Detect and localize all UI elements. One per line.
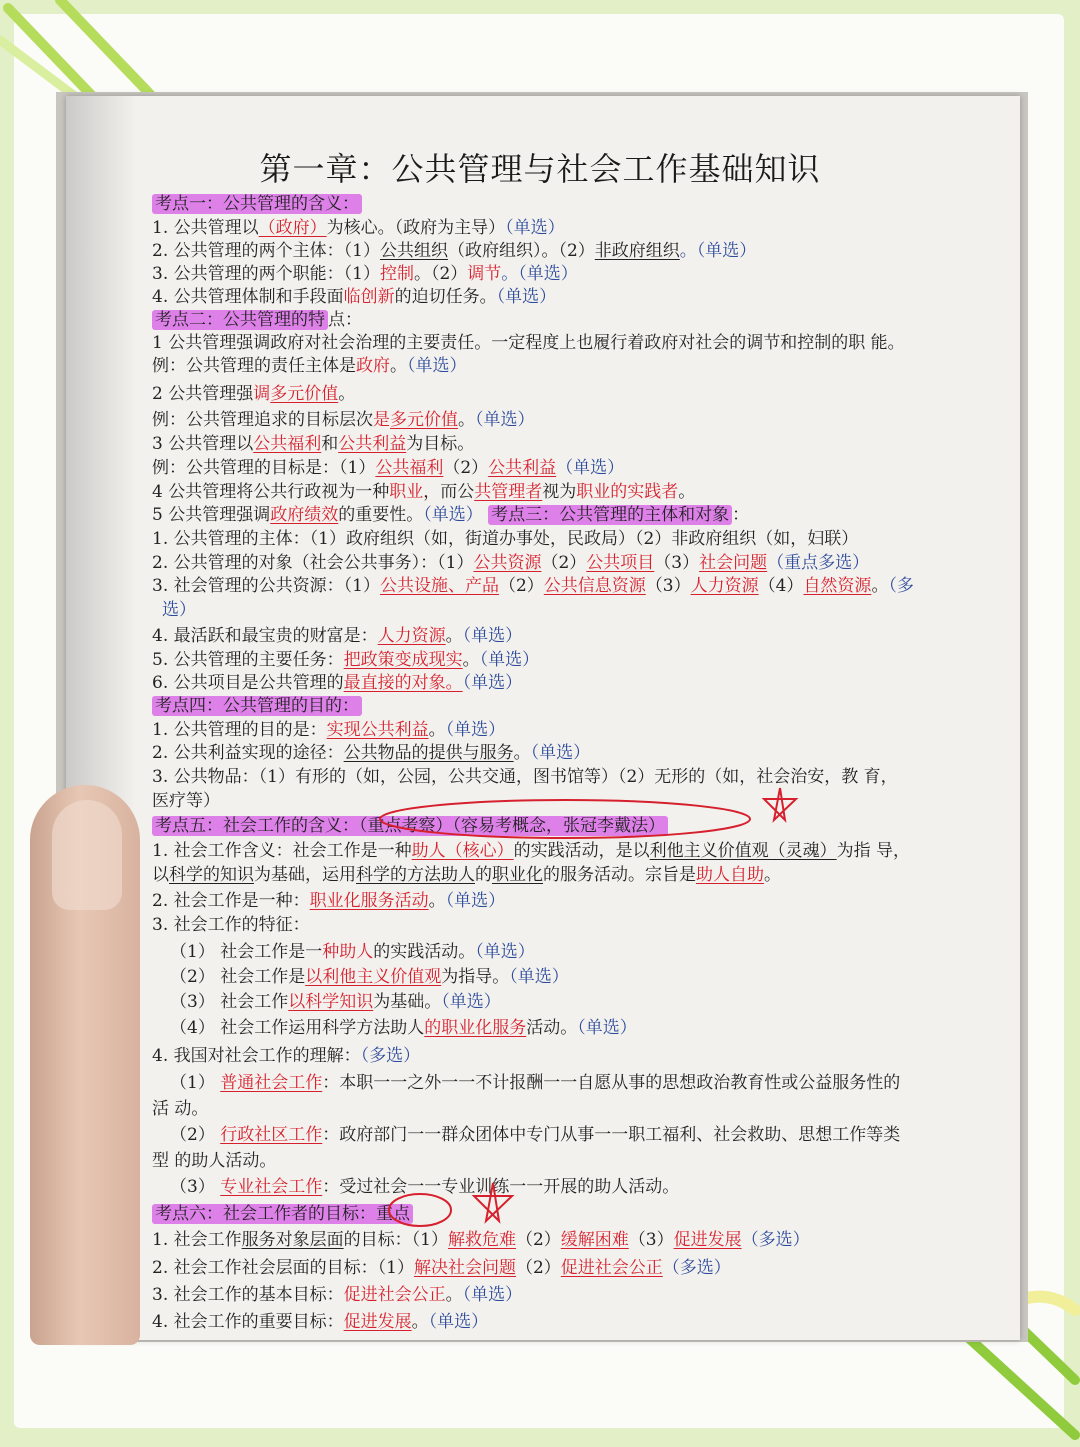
- note-text: 为基础，运用: [254, 865, 356, 885]
- note-text: （单选）: [445, 720, 506, 740]
- note-text: 专业社会工作: [220, 1177, 323, 1197]
- note-text: 3. 社会工作的基本目标：: [152, 1285, 344, 1305]
- note-text: 3. 公共物品：（1）有形的（如，公园，公共交通，图书馆等）（2）无形的（如，社会治安，教 育，: [152, 767, 898, 787]
- note-line: [170, 1124, 900, 1146]
- note-text: 选）: [162, 600, 196, 620]
- note-line: [152, 914, 310, 936]
- note-line: [152, 240, 756, 262]
- note-line: [152, 1203, 413, 1225]
- note-text: 把政策变成现实: [343, 650, 463, 670]
- note-text: （3）: [654, 553, 700, 573]
- note-text: 1. 公共管理的主体：（1）政府组织（如，街道办事处，民政局）（2）非政府组织（如，妇联）: [152, 529, 859, 549]
- note-text: 2. 公共管理的两个主体：（1）: [152, 241, 380, 261]
- note-text: 的服务活动。宗旨是: [543, 865, 696, 885]
- note-text: 1 公共管理强调政府对社会治理的主要责任。一定程度上也履行着政府对社会的调节和控制的职 能。: [152, 333, 905, 353]
- note-text: 助人（核心）: [411, 841, 514, 861]
- note-text: 的: [475, 865, 492, 885]
- note-line: [152, 193, 362, 215]
- note-text: 4. 社会工作的重要目标：: [152, 1312, 344, 1332]
- note-text: 公共设施、产品: [379, 576, 499, 596]
- note-text: （单选）: [428, 1312, 489, 1332]
- note-text: 多元价值: [390, 410, 458, 430]
- note-text: 的重要性。: [338, 505, 424, 525]
- note-text: 6. 公共项目是公共管理的: [152, 673, 344, 693]
- note-text: （单选）: [496, 287, 557, 307]
- note-text: （单选）: [505, 218, 565, 238]
- note-text: （2）: [541, 553, 587, 573]
- note-text: （3）: [628, 1230, 674, 1250]
- note-text: （单选）: [577, 1018, 637, 1038]
- note-text: 。: [458, 410, 475, 430]
- page-title: 第一章：公共管理与社会工作基础知识: [259, 150, 821, 188]
- note-text: （单选）: [475, 942, 535, 962]
- note-text: 为目标。: [406, 434, 475, 454]
- note-text: ，而公: [423, 482, 475, 502]
- note-text: 考点五：社会工作的含义：（重点考察）（容易考概念，张冠李戴法）: [152, 816, 668, 836]
- note-text: 1. 公共管理以: [152, 218, 259, 238]
- note-text: （单选）: [423, 505, 483, 525]
- note-line: [152, 409, 535, 431]
- note-text: 公共利益: [338, 434, 407, 454]
- note-text: 3 公共管理以: [152, 434, 254, 454]
- note-line: [152, 355, 467, 377]
- note-text: 职业的实践者: [576, 482, 679, 502]
- note-line: [152, 625, 522, 647]
- note-text: （1）: [170, 1073, 221, 1093]
- note-text: （3） 社会工作: [170, 992, 289, 1012]
- note-text: 临创新: [343, 287, 395, 307]
- note-text: （单选）: [445, 891, 506, 911]
- note-text: 的实践活动。: [373, 942, 476, 962]
- note-line: [152, 672, 522, 694]
- note-text: 视为: [542, 482, 577, 502]
- note-text: 促进发展: [673, 1230, 742, 1250]
- note-text: 活 动。: [152, 1099, 209, 1119]
- note-text: 公共信息资源: [543, 576, 646, 596]
- note-line: [152, 1045, 420, 1067]
- note-text: 。（2）: [413, 264, 468, 284]
- note-text: 人力资源: [377, 626, 446, 646]
- note-text: 控制: [379, 264, 414, 284]
- note-line: [170, 1017, 637, 1039]
- note-text: 最直接的对象。: [343, 673, 463, 693]
- note-line: [152, 890, 505, 912]
- note-text: 共管理者: [474, 482, 543, 502]
- note-text: 缓解困难: [560, 1230, 629, 1250]
- note-text: 。: [678, 482, 696, 502]
- note-text: 科学的知识: [169, 865, 254, 885]
- note-text: ：本职一一之外一一不计报酬一一自愿从事的思想政治教育性或公益服务性的: [322, 1073, 901, 1093]
- note-text: （单选）: [530, 743, 591, 763]
- note-text: （4） 社会工作运用科学方法助人: [170, 1018, 425, 1038]
- note-line: [152, 217, 565, 239]
- note-text: 社会问题: [699, 553, 768, 573]
- note-text: 解决社会问题: [413, 1258, 516, 1278]
- note-line: [170, 991, 501, 1013]
- note-line: [152, 1257, 731, 1279]
- note-text: 行政社区工作: [220, 1125, 323, 1145]
- note-line: [152, 790, 220, 812]
- note-text: 型 的助人活动。: [152, 1151, 277, 1171]
- note-text: （单选）: [556, 458, 625, 478]
- note-line: [152, 864, 781, 886]
- star-annotation-2: [470, 1180, 516, 1226]
- note-text: 。: [513, 743, 531, 763]
- note-line: [152, 457, 624, 479]
- note-line: [152, 332, 905, 354]
- note-text: 公共福利: [375, 458, 444, 478]
- note-text: 公共组织: [379, 241, 448, 261]
- note-text: 2. 社会工作社会层面的目标：（1）: [152, 1258, 414, 1278]
- note-text: 政府: [356, 356, 390, 376]
- note-text: 。（单选）: [679, 241, 757, 261]
- note-text: （重点多选）: [767, 553, 870, 573]
- note-line: [152, 1284, 522, 1306]
- note-line: [152, 649, 539, 671]
- note-text: 2 公共管理强: [152, 384, 254, 404]
- note-text: 促进社会公正: [560, 1258, 663, 1278]
- note-text: 自然资源: [803, 576, 872, 596]
- note-text: （多: [888, 576, 914, 596]
- note-text: 科学的方法助人: [356, 865, 475, 885]
- note-text: 2. 公共管理的对象（社会公共事务）：（1）: [152, 553, 474, 573]
- note-text: 2. 社会工作是一种：: [152, 891, 310, 911]
- note-text: （多选）: [360, 1046, 421, 1066]
- star-annotation: [760, 785, 800, 825]
- note-text: 。: [428, 720, 446, 740]
- note-text: 调: [253, 384, 271, 404]
- note-text: （1） 社会工作是一: [170, 942, 323, 962]
- note-text: 公共物品的提供与服务: [343, 743, 514, 763]
- note-text: 解救危难: [447, 1230, 516, 1250]
- note-text: ：政府部门一一群众团体中专门从事一一职工福利、社会救助、思想工作等类: [322, 1125, 901, 1145]
- note-text: （3）: [170, 1177, 221, 1197]
- note-line: [152, 309, 362, 331]
- note-text: （单选）: [462, 626, 523, 646]
- note-text: 的职业化服务: [424, 1018, 527, 1038]
- note-text: ：: [732, 505, 750, 525]
- note-text: 的迫切任务。: [394, 287, 497, 307]
- note-text: 公共项目: [586, 553, 655, 573]
- note-text: 为核心。（政府为主导）: [326, 218, 506, 238]
- note-text: 公共资源: [473, 553, 542, 573]
- note-text: 3. 社会工作的特征：: [152, 915, 310, 935]
- note-line: [162, 599, 196, 621]
- note-line: [170, 941, 535, 963]
- note-text: 人力资源: [690, 576, 759, 596]
- note-text: （多选）: [741, 1230, 810, 1250]
- note-text: 助人自助: [696, 865, 764, 885]
- note-text: 普通社会工作: [220, 1073, 323, 1093]
- note-text: 5 公共管理强调: [152, 505, 271, 525]
- note-text: （2）: [443, 458, 489, 478]
- note-text: 4 公共管理将公共行政视为一种: [152, 482, 390, 502]
- note-text: 。: [390, 356, 407, 376]
- note-text: 。: [462, 650, 480, 670]
- note-text: 调节: [467, 264, 502, 284]
- note-text: 。: [445, 626, 463, 646]
- note-line: [152, 575, 914, 597]
- note-text: 的实践活动，是以: [513, 841, 650, 861]
- note-text: 4. 公共管理体制和手段面: [152, 287, 344, 307]
- note-line: [152, 383, 355, 405]
- note-line: [152, 263, 578, 285]
- note-text: 例：公共管理的责任主体是: [152, 356, 356, 376]
- note-text: （政府组织）。（2）: [447, 241, 595, 261]
- note-line: [152, 742, 590, 764]
- note-text: ：受过社会一一专业训练一一开展的助人活动。: [322, 1177, 680, 1197]
- note-text: 政府绩效: [270, 505, 339, 525]
- note-text: 2. 公共利益实现的途径：: [152, 743, 344, 763]
- note-line: [152, 719, 505, 741]
- note-text: 考点四：公共管理的目的：: [152, 696, 362, 716]
- note-text: 1. 社会工作: [152, 1230, 242, 1250]
- note-line: [152, 286, 556, 308]
- note-text: 考点三：公共管理的主体和对象: [488, 505, 732, 525]
- note-text: 活动。: [526, 1018, 578, 1038]
- note-line: [152, 1229, 810, 1251]
- note-text: 利他主义价值观（灵魂）: [649, 841, 837, 861]
- note-text: （单选）: [509, 967, 569, 987]
- note-text: 为基础。: [373, 992, 442, 1012]
- note-text: 促进发展: [343, 1312, 412, 1332]
- note-text: 多元价值: [270, 384, 339, 404]
- note-line: [152, 1311, 488, 1333]
- note-text: 考点二：公共管理的特: [152, 310, 328, 330]
- note-text: 。: [871, 576, 889, 596]
- note-text: 促进社会公正: [343, 1285, 446, 1305]
- note-text: 。（单选）: [501, 264, 578, 284]
- note-text: 点：: [328, 310, 362, 330]
- note-text: （单选）: [462, 1285, 523, 1305]
- note-text: 公共福利: [253, 434, 322, 454]
- note-line: [170, 966, 569, 988]
- note-text: 公共利益: [488, 458, 557, 478]
- note-text: （2）: [170, 1125, 221, 1145]
- note-text: （2） 社会工作是: [170, 967, 306, 987]
- note-text: （单选）: [475, 410, 535, 430]
- note-text: 。: [428, 891, 446, 911]
- note-text: 。: [764, 865, 781, 885]
- note-text: 例：公共管理追求的目标层次: [152, 410, 373, 430]
- note-text: （政府）: [258, 218, 327, 238]
- note-text: 和: [321, 434, 339, 454]
- note-text: （2）: [515, 1258, 561, 1278]
- note-text: 服务对象层面: [241, 1230, 344, 1250]
- note-text: 为指 导，: [836, 841, 911, 861]
- note-text: 1. 社会工作含义：社会工作是一种: [152, 841, 412, 861]
- note-text: 职业化: [492, 865, 543, 885]
- note-text: 以科学知识: [288, 992, 374, 1012]
- note-line: [152, 1098, 208, 1120]
- note-text: 3. 社会管理的公共资源：（1）: [152, 576, 380, 596]
- note-line: [152, 504, 749, 526]
- note-text: （2）: [498, 576, 544, 596]
- note-text: 是: [373, 410, 390, 430]
- note-text: 1. 公共管理的目的是：: [152, 720, 327, 740]
- note-text: （3）: [645, 576, 691, 596]
- note-line: [170, 1072, 900, 1094]
- note-text: 为指导。: [441, 967, 510, 987]
- note-line: [152, 552, 869, 574]
- note-text: 以利他主义价值观: [305, 967, 442, 987]
- thumbnail: [52, 800, 122, 910]
- note-line: [152, 481, 695, 503]
- note-text: 5. 公共管理的主要任务：: [152, 650, 344, 670]
- note-text: （单选）: [462, 673, 523, 693]
- note-text: 。: [338, 384, 356, 404]
- note-text: 的目标：（1）: [343, 1230, 448, 1250]
- note-line: [152, 1150, 276, 1172]
- note-line: [152, 528, 858, 550]
- note-text: 以: [152, 865, 169, 885]
- note-line: [152, 695, 362, 717]
- note-text: 4. 最活跃和最宝贵的财富是：: [152, 626, 378, 646]
- note-text: 。: [445, 1285, 463, 1305]
- note-text: 医疗等）: [152, 791, 220, 811]
- note-text: 非政府组织: [594, 241, 680, 261]
- note-text: （2）: [515, 1230, 561, 1250]
- note-line: [152, 433, 474, 455]
- circle-annotation-2: [385, 1190, 455, 1230]
- note-text: 种助人: [322, 942, 374, 962]
- note-text: （4）: [758, 576, 804, 596]
- note-text: （多选）: [662, 1258, 731, 1278]
- note-text: （单选）: [407, 356, 467, 376]
- note-text: 职业: [389, 482, 424, 502]
- note-text: 例：公共管理的目标是：（1）: [152, 458, 376, 478]
- circle-annotation: [370, 795, 760, 845]
- note-text: 4. 我国对社会工作的理解：: [152, 1046, 361, 1066]
- note-text: 考点六：社会工作者的目标：重点: [152, 1204, 413, 1224]
- note-text: 考点一：公共管理的含义：: [152, 194, 362, 214]
- note-text: 3. 公共管理的两个职能：（1）: [152, 264, 380, 284]
- note-text: 实现公共利益: [326, 720, 429, 740]
- note-text: （单选）: [479, 650, 540, 670]
- note-text: （单选）: [441, 992, 501, 1012]
- note-text: 。: [411, 1312, 429, 1332]
- note-text: 职业化服务活动: [309, 891, 429, 911]
